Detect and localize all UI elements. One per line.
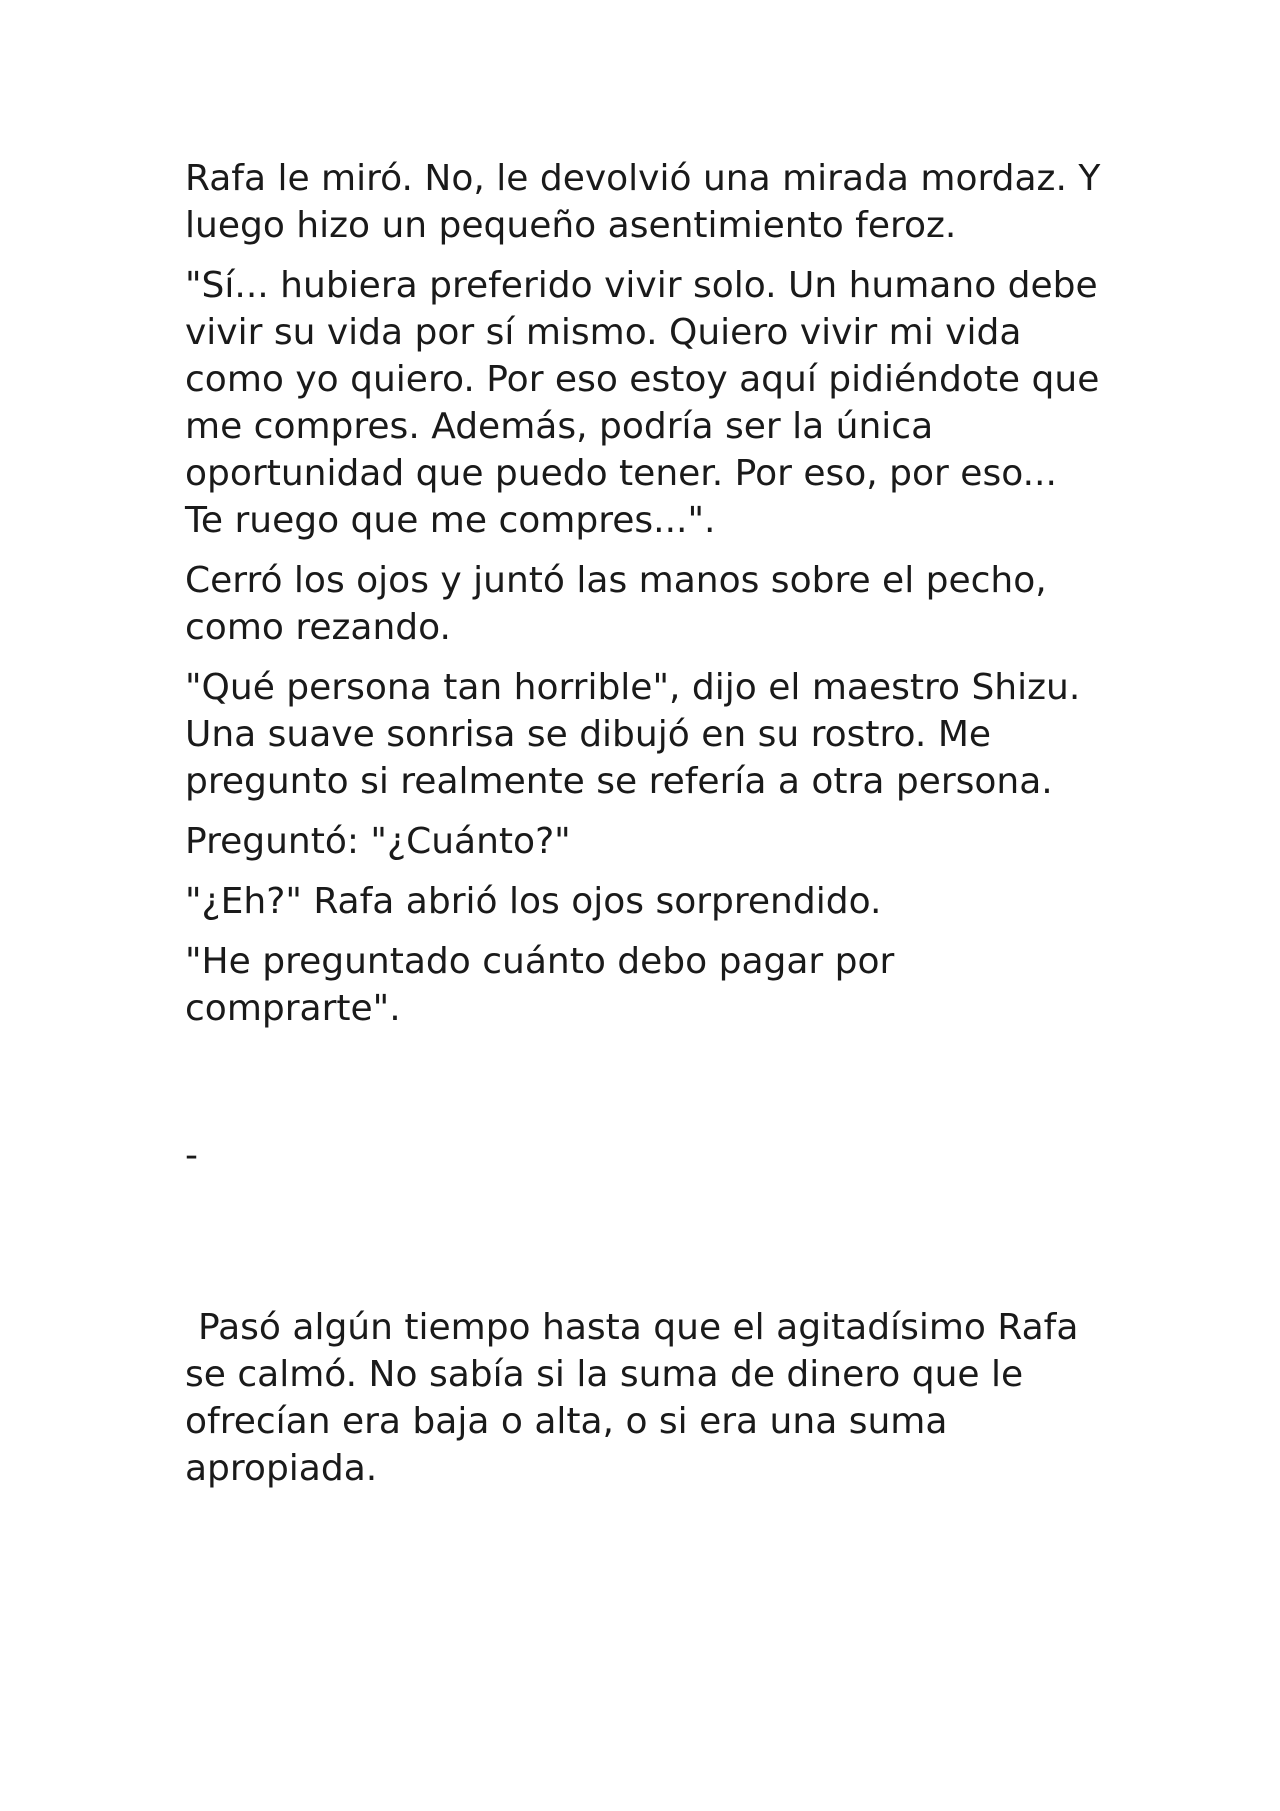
document-page (185, 155, 1105, 1505)
final-paragraph: Pasó algún tiempo hasta que el agitadísimo Rafa se calmó. No sabía si la suma de dinero que le ofrecían era baja o alta, o si era una suma apropiada. (185, 1307, 1079, 1489)
paragraph-1: Rafa le miró. No, le devolvió una mirada mordaz. Y luego hizo un pequeño asentimiento feroz. (185, 158, 1101, 246)
scene-separator: - (185, 1135, 198, 1176)
paragraph-4: "Qué persona tan horrible", dijo el maestro Shizu. Una suave sonrisa se dibujó en su rostro. Me pregunto si realmente se refería a otra persona. (185, 667, 1081, 802)
paragraph-6: "¿Eh?" Rafa abrió los ojos sorprendido. (185, 881, 882, 922)
paragraph-5: Preguntó: "¿Cuánto?" (185, 821, 571, 862)
paragraph-3: Cerró los ojos y juntó las manos sobre el pecho, como rezando. (185, 560, 1047, 648)
paragraph-2: "Sí... hubiera preferido vivir solo. Un humano debe vivir su vida por sí mismo. Quiero vivir mi vida como yo quiero. Por eso estoy aquí pidiéndote que me compres. Además, podría ser la única oportunidad que puedo tener. Por eso, por eso... Te ruego que me compres...". (185, 265, 1100, 541)
paragraph-7: "He preguntado cuánto debo pagar por comprarte". (185, 941, 895, 1029)
